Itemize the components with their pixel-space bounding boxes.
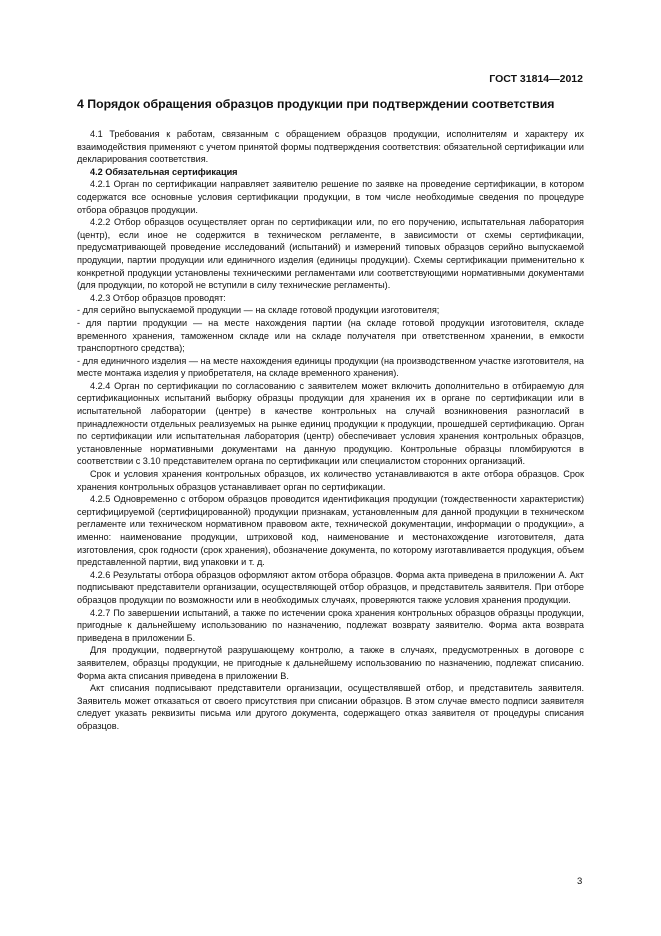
paragraph-4-2-4: 4.2.4 Орган по сертификации по согласованию с заявителем может включить дополнительно в отбираемую для сертификационных испытаний выборку образцы продукции для хранения их в органе по сертификации или в испытательной лаборатории (центре) в качестве контрольных на случай возникновения разногласий в принадлежности отдельных реализуемых на рынке единиц продукции к продукции, прошедшей сертификацию. Орган по сертификации или испытательная лаборатория (центр) обеспечивает условия хранения контрольных образцов, установленные нормативными документами на данную продукцию. Контрольные образцы пломбируются в соответствии с 3.10 представителем органа по сертификации или специалистом сторонних организаций.	[77, 380, 584, 467]
paragraph-storage-terms: Срок и условия хранения контрольных образцов, их количество устанавливаются в акте отбора образцов. Срок хранения контрольных образцов устанавливает орган по сертификации.	[77, 469, 584, 492]
paragraph-4-2-1: 4.2.1 Орган по сертификации направляет заявителю решение по заявке на проведение сертификации, в котором содержатся все основные условия сертификации продукции, в том числе необходимые сведения по процедуре отбора образцов продукции.	[77, 179, 584, 215]
subsection-title: 4.2 Обязательная сертификация	[90, 166, 238, 177]
paragraph-4-2-7: 4.2.7 По завершении испытаний, а также по истечении срока хранения контрольных образцов образцы продукции, пригодные к дальнейшему использованию по назначению, подлежат возврату заявителю. Форма акта возврата приведена в приложении Б.	[77, 607, 584, 643]
section-title: 4 Порядок обращения образцов продукции при подтверждении соответствия	[77, 97, 555, 111]
list-item: - для единичного изделия — на месте нахождения единицы продукции (на производственном участке изготовителя, на месте монтажа изделия у приобретателя, на складе временного хранения).	[77, 355, 584, 379]
paragraph-4-2-3: 4.2.3 Отбор образцов проводят:	[90, 292, 226, 303]
paragraph-4-2-2: 4.2.2 Отбор образцов осуществляет орган по сертификации или, по его поручению, испытательная лаборатория (центр), если иное не содержится в техническом регламенте, в зависимости от схемы сертификации, предусматривающей проведение исследований (испытаний) и измерений типовых образцов серийно выпускаемой продукции, партии продукции или единичного изделия (единицы продукции). Схемы сертификации применительно к конкретной продукции установлены техническими регламентами или соответствующими нормативными документами (для продукции, по которой не вступили в силу технические регламенты).	[77, 217, 584, 291]
paragraph-write-off-act: Акт списания подписывают представители организации, осуществлявшей отбор, и представитель заявителя. Заявитель может отказаться от своего присутствия при списании образцов. В этом случае вместо подписи заявителя следует указать реквизиты письма или другого документа, содержащего отказ заявителя от процедуры списания образцов.	[77, 683, 584, 731]
paragraph-4-1: 4.1 Требования к работам, связанным с обращением образцов продукции, исполнителям и характеру их взаимодействия применяют с учетом принятой формы подтверждения соответствия: обязательной сертификации или декларирования соответствия.	[77, 129, 584, 165]
paragraph-4-2-6: 4.2.6 Результаты отбора образцов оформляют актом отбора образцов. Форма акта приведена в приложении А. Акт подписывают представители организации, осуществляющей отбор образцов, и представитель заявителя. При отборе образцов продукции по возможности или в необходимых случаях, проверяются также условия хранения продукции.	[77, 569, 584, 605]
page-content	[77, 96, 584, 733]
list-item: - для партии продукции — на месте нахождения партии (на складе готовой продукции изготовителя, складе временного хранения, таможенном складе или на складе получателя при ответственном хранении, в емкости транспортного средства);	[77, 317, 584, 354]
paragraph-4-2-5: 4.2.5 Одновременно с отбором образцов проводится идентификация продукции (тождественности характеристик) сертифицируемой (сертифицированной) продукции признакам, установленным для данной продукции в техническом регламенте или техническом нормативном правовом акте, технической документации, информации о продукции», а именно: наименование продукции, штриховой код, наименование и местонахождение изготовителя, дата изготовления, срок годности (срок хранения), обозначение документа, по которому изготавливается продукция, объем представленной партии, вид упаковки и т. д.	[77, 494, 584, 568]
document-code: ГОСТ 31814—2012	[489, 73, 583, 85]
page-number: 3	[577, 876, 583, 887]
paragraph-destructive-testing: Для продукции, подвергнутой разрушающему контролю, а также в случаях, предусмотренных в договоре с заявителем, образцы продукции, не пригодные к дальнейшему использованию по назначению, подлежат списанию. Форма акта списания приведена в приложении В.	[77, 645, 584, 681]
list-item: - для серийно выпускаемой продукции — на складе готовой продукции изготовителя;	[77, 305, 440, 316]
